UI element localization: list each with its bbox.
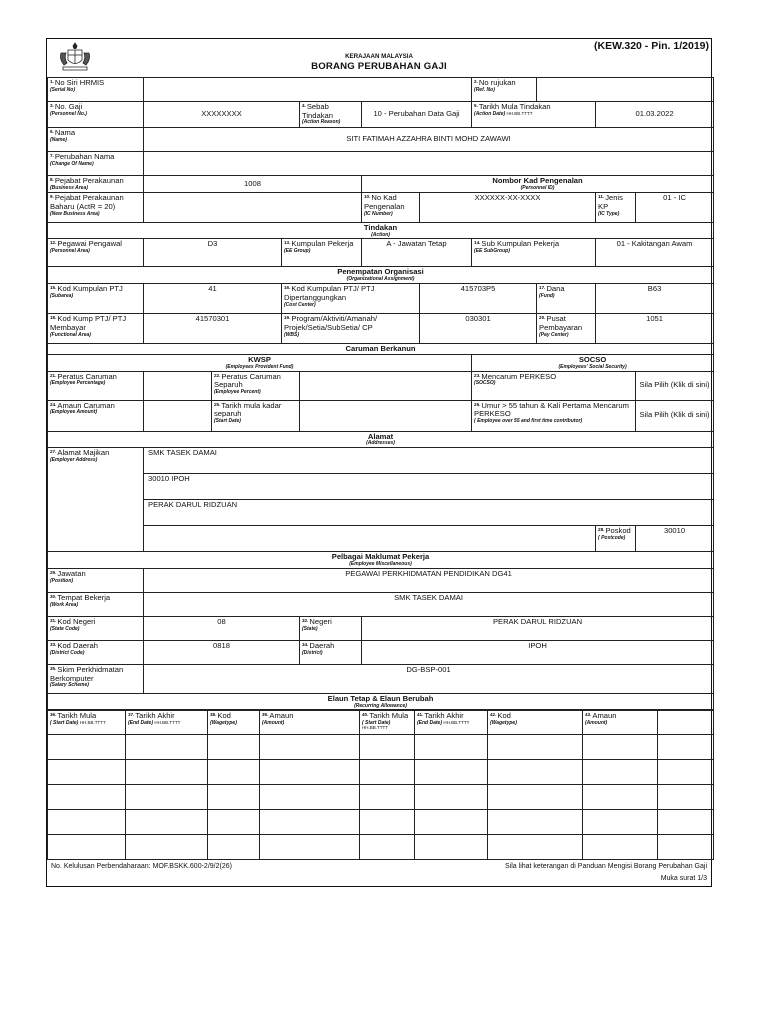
cell[interactable]	[583, 760, 658, 785]
ee-group-label: $^{13.}$Kumpulan Pekerja (EE Group)	[282, 239, 362, 267]
cell[interactable]	[583, 785, 658, 810]
col-amount-1: $^{39.}$Amaun (Amount)	[260, 711, 360, 735]
cell[interactable]	[415, 760, 488, 785]
treasury-approval-no: No. Kelulusan Perbendaharaan: MOF.BSKK.600-2/9/2(26)	[51, 863, 232, 871]
state-label: $^{32.}$Negeri (State)	[300, 616, 362, 640]
half-rate-start-field[interactable]	[300, 400, 472, 431]
employer-address-line-3[interactable]: PERAK DARUL RIDZUAN	[144, 499, 714, 525]
functional-area-label: $^{18.}$Kod Kump PTJ/ PTJ Membayar (Functional Area)	[48, 314, 144, 344]
cell[interactable]	[360, 735, 415, 760]
name-label: $^{6.}$Nama (Name)	[48, 128, 144, 152]
form-header	[47, 39, 711, 77]
government-name: KERAJAAN MALAYSIA	[345, 53, 413, 60]
form-title: BORANG PERUBAHAN GAJI	[311, 61, 447, 72]
cell[interactable]	[488, 835, 583, 860]
over-55-label: $^{26.}$Umur > 55 tahun & Kali Pertama Mencarum PERKESO ( Employee over 55 and first time contributor)	[472, 400, 636, 431]
cell[interactable]	[48, 735, 126, 760]
salary-scheme-value[interactable]: DG-BSP-001	[144, 664, 714, 693]
cell[interactable]	[260, 760, 360, 785]
col-blank	[658, 711, 714, 735]
cell[interactable]	[260, 835, 360, 860]
functional-area-value[interactable]: 41570301	[144, 314, 282, 344]
action-date-value[interactable]: 01.03.2022	[596, 102, 714, 128]
personnel-area-value[interactable]: D3	[144, 239, 282, 267]
cost-center-label: $^{16.}$Kod Kumpulan PTJ/ PTJ Dipertanggungkan (Cost Center)	[282, 284, 420, 314]
cell[interactable]	[260, 810, 360, 835]
cell[interactable]	[488, 735, 583, 760]
ee-subgroup-value[interactable]: 01 - Kakitangan Awam	[596, 239, 714, 267]
cell[interactable]	[658, 835, 714, 860]
district-label: $^{34.}$Daerah (District)	[300, 640, 362, 664]
cell[interactable]	[360, 760, 415, 785]
wbs-value[interactable]: 030301	[420, 314, 537, 344]
action-section: Tindakan (Action)	[48, 223, 714, 239]
cell[interactable]	[658, 810, 714, 835]
employer-address-line-2[interactable]: 30010 IPOH	[144, 473, 714, 499]
action-reason-value[interactable]: 10 - Perubahan Data Gaji	[362, 102, 472, 128]
postcode-label: $^{28.}$Poskod ( Postcode)	[596, 525, 636, 551]
col-end-date-2: $^{41.}$Tarikh Akhir (End Date) HH.BB.TTTT	[415, 711, 488, 735]
subarea-label: $^{15.}$Kod Kumpulan PTJ (Subarea)	[48, 284, 144, 314]
business-area-value[interactable]: 1008	[144, 176, 362, 193]
cell[interactable]	[488, 810, 583, 835]
table-row	[48, 760, 714, 785]
cell[interactable]	[488, 785, 583, 810]
cell[interactable]	[208, 785, 260, 810]
form-body	[47, 77, 714, 710]
ic-type-value[interactable]: 01 - IC	[636, 193, 714, 223]
ic-type-label: $^{11.}$Jenis KP (IC Type)	[596, 193, 636, 223]
table-row	[48, 735, 714, 760]
guide-note: Sila lihat keterangan di Panduan Mengisi Borang Perubahan Gaji	[505, 863, 707, 871]
change-of-name-label: $^{7.}$Perubahan Nama (Change Of Name)	[48, 152, 144, 176]
cell[interactable]	[360, 835, 415, 860]
cell[interactable]	[208, 810, 260, 835]
table-row	[48, 835, 714, 860]
cell[interactable]	[48, 760, 126, 785]
employee-amount-field[interactable]	[144, 400, 212, 431]
fund-label: $^{17.}$Dana (Fund)	[537, 284, 596, 314]
cell[interactable]	[48, 810, 126, 835]
cost-center-value[interactable]: 415703P5	[420, 284, 537, 314]
ref-no-label: $^{2.}$No rujukan (Ref. No)	[472, 78, 537, 102]
state-code-value[interactable]: 08	[144, 616, 300, 640]
cell[interactable]	[415, 735, 488, 760]
cell[interactable]	[360, 810, 415, 835]
kwsp-section: KWSP (Employees Provident Fund)	[48, 355, 472, 371]
cell[interactable]	[583, 735, 658, 760]
cell[interactable]	[415, 810, 488, 835]
district-code-label: $^{33.}$Kod Daerah (District Code)	[48, 640, 144, 664]
work-area-value[interactable]: SMK TASEK DAMAI	[144, 592, 714, 616]
statutory-contribution-section: Caruman Berkanun	[48, 344, 714, 355]
col-start-date-1: $^{36.}$Tarikh Mula ( Start Date) HH.BB.TTTT	[48, 711, 126, 735]
ic-number-value[interactable]: XXXXXX-XX-XXXX	[420, 193, 596, 223]
cell[interactable]	[360, 785, 415, 810]
cell[interactable]	[658, 735, 714, 760]
allowance-table	[47, 710, 714, 860]
half-percentage-field[interactable]	[300, 371, 472, 400]
district-code-value[interactable]: 0818	[144, 640, 300, 664]
ee-subgroup-label: $^{14.}$Sub Kumpulan Pekerja (EE SubGroup)	[472, 239, 596, 267]
address-section: Alamat (Addresses)	[48, 431, 714, 447]
employee-misc-section: Pelbagai Maklumat Pekerja (Employee Miscellaneous)	[48, 551, 714, 568]
cell[interactable]	[126, 835, 208, 860]
postcode-value[interactable]: 30010	[636, 525, 714, 551]
cell[interactable]	[415, 835, 488, 860]
allowance-header-row	[48, 711, 714, 735]
cell[interactable]	[126, 785, 208, 810]
personnel-area-label: $^{12.}$Pegawai Pengawal (Personnel Area)	[48, 239, 144, 267]
employee-amount-label: $^{24.}$Amaun Caruman (Employee Amount)	[48, 400, 144, 431]
ee-group-value[interactable]: A - Jawatan Tetap	[362, 239, 472, 267]
cell[interactable]	[260, 785, 360, 810]
cell[interactable]	[126, 760, 208, 785]
name-value[interactable]: SITI FATIMAH AZZAHRA BINTI MOHD ZAWAWI	[144, 128, 714, 152]
socso-section: SOCSO (Employees' Social Security)	[472, 355, 714, 371]
over-55-select[interactable]: Sila Pilih (Klik di sini)	[636, 400, 714, 431]
org-assignment-section: Penempatan Organisasi (Organizational Assignment)	[48, 267, 714, 284]
cell[interactable]	[583, 810, 658, 835]
action-date-label: $^{5.}$Tarikh Mula Tindakan (Action Date) HH.BB.TTTT	[472, 102, 596, 128]
table-row	[48, 810, 714, 835]
ic-number-label: $^{10.}$No Kad Pengenalan (IC Number)	[362, 193, 420, 223]
cell[interactable]	[48, 785, 126, 810]
col-wagetype-2: $^{42.}$Kod (Wagetype)	[488, 711, 583, 735]
action-reason-label: $^{4.}$Sebab Tindakan (Action Reason)	[300, 102, 362, 128]
employee-percentage-field[interactable]	[144, 371, 212, 400]
col-wagetype-1: $^{38.}$Kod (Wagetype)	[208, 711, 260, 735]
fund-value[interactable]: B63	[596, 284, 714, 314]
personnel-no-label: $^{3.}$No. Gaji (Personnel No.)	[48, 102, 144, 128]
serial-no-label: $^{1.}$No Siri HRMIS (Serial No)	[48, 78, 144, 102]
employer-address-label: $^{27.}$Alamat Majikan (Employer Address)	[48, 447, 144, 551]
cell[interactable]	[415, 785, 488, 810]
col-amount-2: $^{43.}$Amaun (Amount)	[583, 711, 658, 735]
change-of-name-field[interactable]	[144, 152, 714, 176]
pay-center-value[interactable]: 1051	[596, 314, 714, 344]
cell[interactable]	[658, 760, 714, 785]
state-value[interactable]: PERAK DARUL RIDZUAN	[362, 616, 714, 640]
cell[interactable]	[583, 835, 658, 860]
subarea-value[interactable]: 41	[144, 284, 282, 314]
position-value[interactable]: PEGAWAI PERKHIDMATAN PENDIDIKAN DG41	[144, 568, 714, 592]
salary-change-form	[46, 38, 712, 887]
cell[interactable]	[658, 785, 714, 810]
cell[interactable]	[126, 735, 208, 760]
cell[interactable]	[48, 835, 126, 860]
col-start-date-2: $^{40.}$Tarikh Mula ( Start Date) HH.BB.TTTT	[360, 711, 415, 735]
business-area-label: $^{8.}$Pejabat Perakaunan (Business Area)	[48, 176, 144, 193]
state-code-label: $^{31.}$Kod Negeri (State Code)	[48, 616, 144, 640]
socso-contribution-select[interactable]: Sila Pilih (Klik di sini)	[636, 371, 714, 400]
pay-center-label: $^{20.}$Pusat Pembayaran (Pay Center)	[537, 314, 596, 344]
half-percentage-label: $^{22.}$Peratus Caruman Separuh (Employee Percent)	[212, 371, 300, 400]
recurring-allowance-section: Elaun Tetap & Elaun Berubah (Recurring Allowance)	[48, 693, 714, 709]
new-business-area-label: $^{9.}$Pejabat Perakaunan Baharu (ActR = 20) (New Business Area)	[48, 193, 144, 223]
cell[interactable]	[208, 835, 260, 860]
personnel-id-section: Nombor Kad Pengenalan (Personnel ID)	[362, 176, 714, 193]
cell[interactable]	[126, 810, 208, 835]
wbs-label: $^{19.}$Program/Aktiviti/Amanah/ Projek/Setia/SubSetia/ CP (WBS)	[282, 314, 420, 344]
col-end-date-1: $^{37.}$Tarikh Akhir (End Date) HH.BB.TTTT	[126, 711, 208, 735]
employer-address-line-4[interactable]	[144, 525, 596, 551]
salary-scheme-label: $^{35.}$Skim Perkhidmatan Berkomputer (Salary Scheme)	[48, 664, 144, 693]
form-code: (KEW.320 - Pin. 1/2019)	[594, 40, 709, 52]
cell[interactable]	[208, 735, 260, 760]
employee-percentage-label: $^{21.}$Peratus Caruman (Employee Percentage)	[48, 371, 144, 400]
page-number: Muka surat 1/3	[660, 875, 707, 883]
form-footer	[47, 860, 711, 875]
new-business-area-field[interactable]	[144, 193, 362, 223]
employer-address-line-1[interactable]: SMK TASEK DAMAI	[144, 447, 714, 473]
work-area-label: $^{30.}$Tempat Bekerja (Work Area)	[48, 592, 144, 616]
position-label: $^{29.}$Jawatan (Position)	[48, 568, 144, 592]
personnel-no-value[interactable]: XXXXXXXX	[144, 102, 300, 128]
socso-contribution-label: $^{23.}$Mencarum PERKESO (SOCSO)	[472, 371, 636, 400]
cell[interactable]	[488, 760, 583, 785]
cell[interactable]	[260, 735, 360, 760]
district-value[interactable]: IPOH	[362, 640, 714, 664]
half-rate-start-label: $^{25.}$Tarikh mula kadar separuh (Start Date)	[212, 400, 300, 431]
serial-no-field[interactable]	[144, 78, 472, 102]
ref-no-field[interactable]	[537, 78, 714, 102]
table-row	[48, 785, 714, 810]
cell[interactable]	[208, 760, 260, 785]
